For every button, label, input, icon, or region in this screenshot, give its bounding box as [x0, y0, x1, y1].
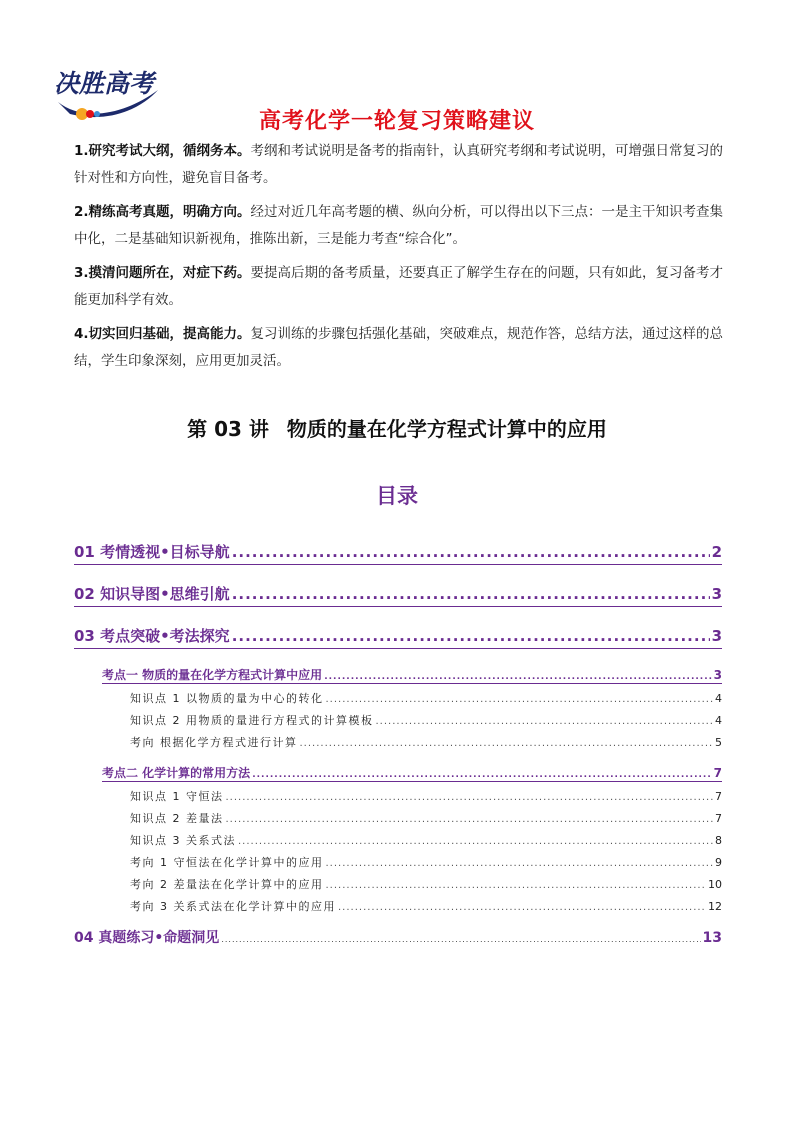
toc-label: 考向 2 差量法在化学计算中的应用 — [130, 878, 324, 891]
toc-page: 3 — [711, 585, 722, 603]
toc-page: 8 — [715, 834, 722, 847]
toc-entry[interactable] — [74, 876, 722, 898]
strategy-item — [74, 260, 724, 314]
toc-page: 10 — [708, 878, 722, 891]
toc-label: 02 知识导图•思维引航 — [74, 585, 230, 603]
toc-label: 03 考点突破•考法探究 — [74, 627, 230, 645]
toc-page: 3 — [713, 668, 722, 682]
toc-page: 3 — [711, 627, 722, 645]
logo-text: 决胜高考 — [54, 69, 155, 98]
toc-entry[interactable] — [74, 788, 722, 810]
toc-page: 7 — [715, 812, 722, 825]
toc-page: 2 — [711, 543, 722, 561]
toc-entry[interactable] — [74, 712, 722, 734]
main-title: 高考化学一轮复习策略建议 — [258, 109, 535, 134]
strategy-lead: 4.切实回归基础，提高能力。 — [74, 326, 251, 342]
toc-page: 5 — [715, 736, 722, 749]
strategy-item — [74, 138, 724, 192]
strategy-body: 要提高后期的备考质量，还要真正了解学生存在的问题，只有如此，复习备考才能更加科学有效。 — [74, 265, 724, 308]
toc-label: 知识点 1 守恒法 — [130, 790, 224, 803]
toc-label: 考向 1 守恒法在化学计算中的应用 — [130, 856, 324, 869]
toc-label: 考向 3 关系式法在化学计算中的应用 — [130, 900, 336, 913]
toc-section-4[interactable] — [74, 926, 722, 956]
toc-section-1[interactable] — [74, 540, 722, 582]
toc-page: 7 — [713, 766, 722, 780]
lecture-heading — [0, 413, 794, 442]
toc-page: 13 — [702, 930, 722, 946]
toc-label: 04 真题练习•命题洞见 — [74, 930, 220, 946]
toc-entry[interactable] — [74, 898, 722, 920]
strategy-lead: 1.研究考试大纲，循纲务本。 — [74, 143, 251, 159]
toc-section-2[interactable] — [74, 582, 722, 624]
toc-label: 知识点 1 以物质的量为中心的转化 — [130, 692, 324, 705]
toc-label: 知识点 3 关系式法 — [130, 834, 236, 847]
toc-page: 9 — [715, 856, 722, 869]
strategy-lead: 2.精练高考真题，明确方向。 — [74, 204, 251, 220]
toc-page: 12 — [708, 900, 722, 913]
toc-label: 01 考情透视•目标导航 — [74, 543, 230, 561]
strategy-item — [74, 199, 724, 253]
toc-entry[interactable] — [74, 832, 722, 854]
toc-entry[interactable] — [74, 810, 722, 832]
lecture-title: 物质的量在化学方程式计算中的应用 — [286, 417, 607, 441]
toc-page: 7 — [715, 790, 722, 803]
table-of-contents — [74, 540, 722, 956]
strategy-lead: 3.摸清问题所在，对症下药。 — [74, 265, 251, 281]
strategy-body: 复习训练的步骤包括强化基础，突破难点，规范作答，总结方法，通过这样的总结，学生印象深刻，应用更加灵活。 — [74, 326, 724, 369]
toc-kaodian-2[interactable] — [74, 764, 722, 788]
toc-entry[interactable] — [74, 734, 722, 756]
toc-label: 考点一 物质的量在化学方程式计算中应用 — [102, 668, 323, 682]
strategy-body: 考纲和考试说明是备考的指南针，认真研究考纲和考试说明，可增强日常复习的针对性和方向性，避免盲目备考。 — [74, 143, 724, 186]
lecture-number: 第 03 讲 — [187, 417, 269, 441]
toc-page: 4 — [715, 714, 722, 727]
toc-entry[interactable] — [74, 690, 722, 712]
toc-entry[interactable] — [74, 854, 722, 876]
toc-label: 考向 根据化学方程式进行计算 — [130, 736, 298, 749]
strategy-body: 经过对近几年高考题的横、纵向分析，可以得出以下三点：一是主干知识考查集中化，二是基础知识新视角，推陈出新，三是能力考查“综合化”。 — [74, 204, 724, 247]
toc-label: 考点二 化学计算的常用方法 — [102, 766, 251, 780]
toc-label: 知识点 2 差量法 — [130, 812, 224, 825]
toc-title: 目录 — [376, 484, 418, 508]
toc-kaodian-1[interactable] — [74, 666, 722, 690]
toc-page: 4 — [715, 692, 722, 705]
strategy-list — [74, 138, 724, 382]
toc-label: 知识点 2 用物质的量进行方程式的计算模板 — [130, 714, 374, 727]
strategy-item — [74, 321, 724, 375]
toc-section-3[interactable] — [74, 624, 722, 666]
